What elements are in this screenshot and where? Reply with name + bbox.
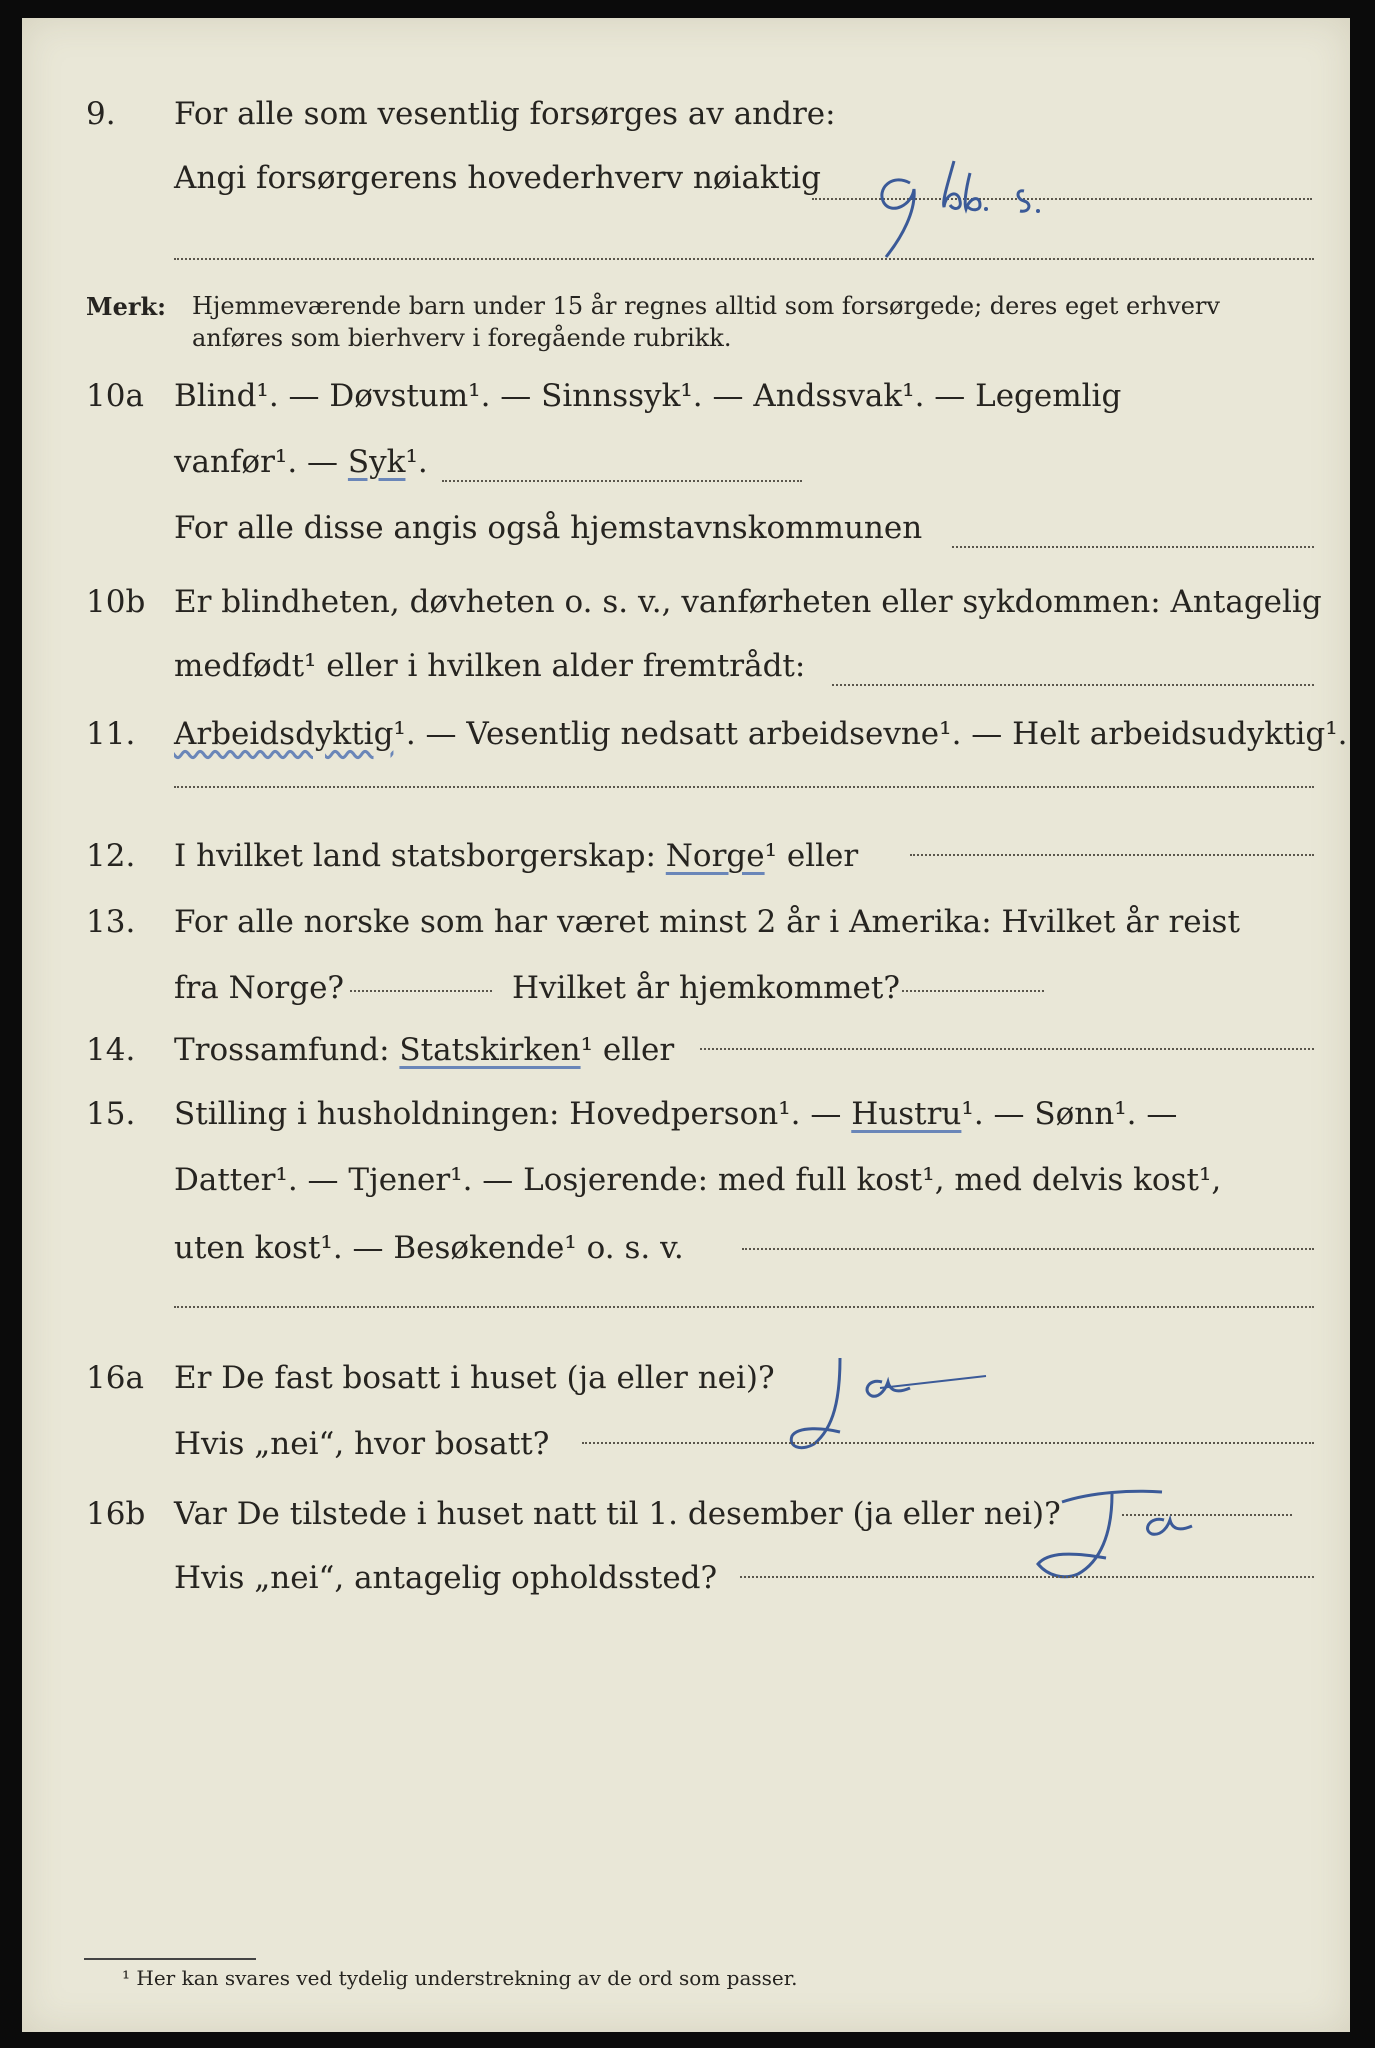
q14-number: 14. [86,1032,136,1068]
q16a-handwritten-answer [770,1348,1000,1468]
q13-reist-line[interactable] [350,990,492,992]
q9-number: 9. [86,96,116,132]
q9-extra-line[interactable] [174,258,1314,260]
q15-question-line2: Datter¹. — Tjener¹. — Losjerende: med full kost¹, med delvis kost¹, [174,1162,1222,1198]
merk-label: Merk: [86,292,166,321]
q9-question: For alle som vesentlig forsørges av andre: [174,96,836,132]
q15-hustru-underlined[interactable]: Hustru [851,1096,962,1132]
q10a-question-line2 [174,442,428,482]
q15-question [174,1094,1177,1134]
q10a-hjemstavn-line[interactable] [952,546,1314,548]
q13-question: For alle norske som har været minst 2 år i Amerika: Hvilket år reist [174,904,1240,940]
q16b-opholdssted-line[interactable] [740,1576,1314,1578]
census-form-page [22,18,1350,2032]
q12-suffix: ¹ eller [764,838,859,874]
q12-prefix: I hvilket land statsborgerskap: [174,838,666,874]
q10a-question: Blind¹. — Døvstum¹. — Sinnssyk¹. — Andssvak¹. — Legemlig [174,378,1122,414]
q13-hjemkommet: Hvilket år hjemkommet? [512,970,900,1006]
q11-question [174,714,1348,754]
q10b-answer-line[interactable] [832,684,1314,686]
q10b-number: 10b [86,584,146,620]
q9-handwritten-answer [862,153,1162,273]
q10a-syk-suffix: ¹. [405,444,428,480]
q10a-syk-underlined[interactable]: Syk [347,444,406,480]
merk-line1: Hjemmeværende barn under 15 år regnes alltid som forsørgede; deres eget erhverv [192,292,1220,320]
q16b-question-line2: Hvis „nei“, antagelig opholdssted? [174,1560,718,1596]
q16a-number: 16a [86,1360,144,1396]
q11-rest: ¹. — Vesentlig nedsatt arbeidsevne¹. — Helt arbeidsudyktig¹. [393,716,1348,752]
footnote: ¹ Her kan svares ved tydelig understrekning av de ord som passer. [122,1966,798,1990]
q14-suffix: ¹ eller [580,1032,675,1068]
q16b-handwritten-answer [1002,1478,1302,1598]
q16a-question-line2: Hvis „nei“, hvor bosatt? [174,1426,550,1462]
q12-norge-underlined[interactable]: Norge [665,838,765,874]
q15-extra-line[interactable] [174,1306,1314,1308]
q13-hjemkommet-line[interactable] [902,990,1044,992]
footnote-rule [84,1958,256,1960]
merk-line2: anføres som bierhverv i foregående rubrikk. [192,324,732,352]
q15-question-line3: uten kost¹. — Besøkende¹ o. s. v. [174,1230,684,1266]
q11-arbeidsdyktig-underlined[interactable]: Arbeidsdyktig [174,716,394,752]
q14-question [174,1030,674,1070]
q10a-hjemstavn: For alle disse angis også hjemstavnskommunen [174,510,923,546]
q11-number: 11. [86,716,136,752]
q15-suffix: ¹. — Sønn¹. — [961,1096,1178,1132]
q12-number: 12. [86,838,136,874]
q14-prefix: Trossamfund: [174,1032,400,1068]
q12-answer-line[interactable] [910,854,1314,856]
q10b-question: Er blindheten, døvheten o. s. v., vanførheten eller sykdommen: Antagelig [174,584,1322,620]
q15-answer-line[interactable] [742,1248,1314,1250]
q10b-question-line2: medfødt¹ eller i hvilken alder fremtrådt: [174,648,806,684]
q11-extra-line[interactable] [174,786,1314,788]
q16b-number: 16b [86,1496,146,1532]
q13-reist: fra Norge? [174,970,345,1006]
q14-answer-line[interactable] [700,1048,1314,1050]
q10a-number: 10a [86,378,144,414]
q12-question [174,836,858,876]
q16a-question: Er De fast bosatt i huset (ja eller nei)? [174,1360,775,1396]
q15-prefix: Stilling i husholdningen: Hovedperson¹. — [174,1096,852,1132]
q9-question-line2: Angi forsørgerens hovederhverv nøiaktig [174,160,821,196]
q14-statskirken-underlined[interactable]: Statskirken [399,1032,581,1068]
q13-number: 13. [86,904,136,940]
q10a-syk-line[interactable] [442,480,802,482]
q16a-answer-line[interactable] [582,1442,1314,1444]
q15-number: 15. [86,1096,136,1132]
q10a-vanfor: vanfør¹. — [174,444,348,480]
q16b-question: Var De tilstede i huset natt til 1. desember (ja eller nei)? [174,1496,1061,1532]
